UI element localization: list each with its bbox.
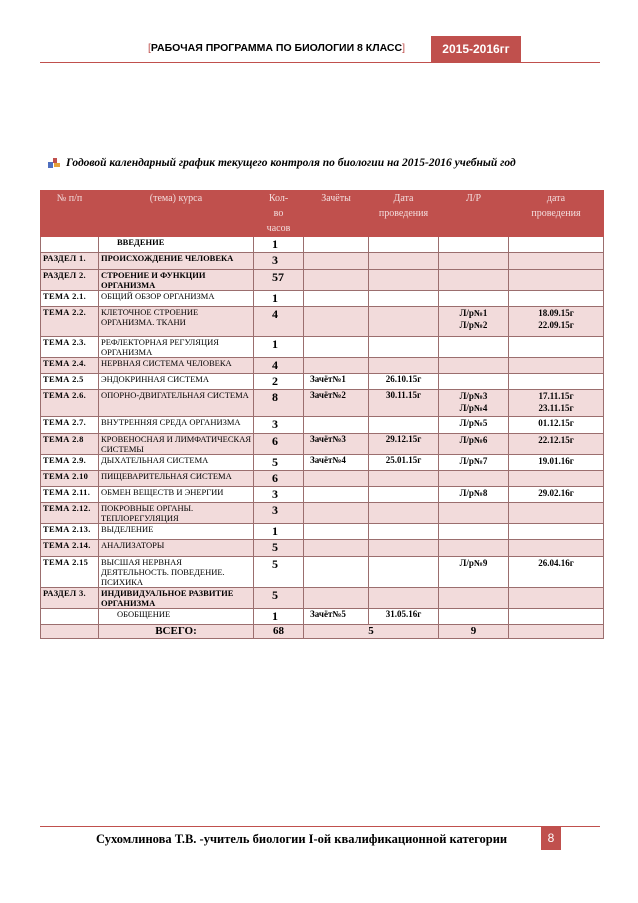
table-row	[41, 487, 604, 503]
cell-test: Зачёт№4	[304, 455, 369, 471]
total-empty	[509, 625, 604, 639]
cell-test: Зачёт№1	[304, 374, 369, 390]
cell-test	[304, 417, 369, 434]
cell-num: ТЕМА 2.5	[41, 374, 99, 390]
cell-date	[369, 237, 439, 253]
total-label: ВСЕГО:	[99, 625, 254, 639]
cell-date	[369, 503, 439, 524]
heading-text: Годовой календарный график текущего контроля по биологии на 2015-2016 учебный год	[66, 157, 516, 169]
cell-lab-date: 22.12.15г	[509, 434, 604, 455]
col-header-lab-date-line: проведения	[531, 208, 581, 219]
cell-lab: Л/р№7	[439, 455, 509, 471]
cell-hours: 1	[254, 609, 304, 625]
cell-lab-date	[509, 503, 604, 524]
cell-test	[304, 588, 369, 609]
cell-num: ТЕМА 2.2.	[41, 307, 99, 337]
cell-hours: 8	[254, 390, 304, 417]
cell-date	[369, 307, 439, 337]
table-row	[41, 588, 604, 609]
bullet-icon	[48, 158, 60, 168]
cell-date	[369, 471, 439, 487]
cell-hours: 3	[254, 503, 304, 524]
cell-lab	[439, 503, 509, 524]
cell-topic: ПИЩЕВАРИТЕЛЬНАЯ СИСТЕМА	[99, 471, 254, 487]
bracket-close: ]	[402, 42, 405, 54]
cell-lab	[439, 471, 509, 487]
cell-hours: 1	[254, 337, 304, 358]
cell-topic: НЕРВНАЯ СИСТЕМА ЧЕЛОВЕКА	[99, 358, 254, 374]
col-header-hours-line: Кол-	[268, 193, 289, 204]
header-divider	[40, 62, 600, 63]
table-body	[41, 237, 604, 639]
cell-lab	[439, 524, 509, 540]
cell-lab-date: 26.04.16г	[509, 557, 604, 588]
table-row	[41, 253, 604, 270]
table-row	[41, 434, 604, 455]
cell-lab-date	[509, 270, 604, 291]
footer-divider	[40, 826, 600, 827]
cell-date: 30.11.15г	[369, 390, 439, 417]
cell-lab-date	[509, 540, 604, 557]
cell-date	[369, 588, 439, 609]
cell-lab-date	[509, 237, 604, 253]
table-row	[41, 237, 604, 253]
cell-date	[369, 487, 439, 503]
col-header-date	[369, 191, 439, 237]
total-empty	[41, 625, 99, 639]
table-row	[41, 270, 604, 291]
cell-topic: АНАЛИЗАТОРЫ	[99, 540, 254, 557]
cell-topic: ОБЩИЙ ОБЗОР ОРГАНИЗМА	[99, 291, 254, 307]
cell-hours: 6	[254, 434, 304, 455]
cell-lab	[439, 609, 509, 625]
cell-hours: 3	[254, 487, 304, 503]
cell-lab-date	[509, 291, 604, 307]
cell-date: 31.05.16г	[369, 609, 439, 625]
cell-test	[304, 337, 369, 358]
cell-num: ТЕМА 2.6.	[41, 390, 99, 417]
cell-date	[369, 540, 439, 557]
cell-hours: 5	[254, 455, 304, 471]
table-row	[41, 307, 604, 337]
cell-lab-date: 17.11.15г 23.11.15г	[509, 390, 604, 417]
cell-num: ТЕМА 2.3.	[41, 337, 99, 358]
total-row	[41, 625, 604, 639]
cell-num	[41, 237, 99, 253]
cell-test	[304, 291, 369, 307]
cell-test: Зачёт№5	[304, 609, 369, 625]
cell-hours: 5	[254, 540, 304, 557]
cell-test	[304, 557, 369, 588]
cell-test	[304, 253, 369, 270]
table-row	[41, 390, 604, 417]
cell-date	[369, 337, 439, 358]
cell-topic: КЛЕТОЧНОЕ СТРОЕНИЕ ОРГАНИЗМА. ТКАНИ	[99, 307, 254, 337]
cell-hours: 4	[254, 358, 304, 374]
cell-date	[369, 358, 439, 374]
cell-lab-date: 01.12.15г	[509, 417, 604, 434]
header-year: 2015-2016гг	[431, 36, 521, 62]
cell-num: РАЗДЕЛ 2.	[41, 270, 99, 291]
cell-hours: 6	[254, 471, 304, 487]
cell-hours: 2	[254, 374, 304, 390]
cell-topic: ОБОБЩЕНИЕ	[99, 609, 254, 625]
cell-num: ТЕМА 2.15	[41, 557, 99, 588]
cell-hours: 1	[254, 237, 304, 253]
col-header-hours	[254, 191, 304, 237]
cell-num: ТЕМА 2.9.	[41, 455, 99, 471]
cell-topic: КРОВЕНОСНАЯ И ЛИМФАТИЧЕСКАЯ СИСТЕМЫ	[99, 434, 254, 455]
cell-hours: 3	[254, 417, 304, 434]
cell-date	[369, 291, 439, 307]
cell-date	[369, 253, 439, 270]
total-tests: 5	[304, 625, 439, 639]
cell-topic: СТРОЕНИЕ И ФУНКЦИИ ОРГАНИЗМА	[99, 270, 254, 291]
total-hours: 68	[254, 625, 304, 639]
cell-hours: 1	[254, 524, 304, 540]
col-header-date-line: Дата	[393, 193, 414, 204]
cell-num: ТЕМА 2.4.	[41, 358, 99, 374]
cell-date: 26.10.15г	[369, 374, 439, 390]
cell-test	[304, 540, 369, 557]
cell-lab	[439, 588, 509, 609]
cell-lab	[439, 337, 509, 358]
table-row	[41, 358, 604, 374]
table-row	[41, 417, 604, 434]
cell-num: ТЕМА 2.8	[41, 434, 99, 455]
table-row	[41, 524, 604, 540]
cell-test: Зачёт№2	[304, 390, 369, 417]
cell-lab	[439, 291, 509, 307]
cell-topic: ЭНДОКРИННАЯ СИСТЕМА	[99, 374, 254, 390]
cell-lab: Л/р№9	[439, 557, 509, 588]
table-row	[41, 557, 604, 588]
section-heading	[48, 157, 608, 169]
cell-lab: Л/р№6	[439, 434, 509, 455]
footer-text: Сухомлинова Т.В. -учитель биологии I-ой квалификационной категории	[96, 832, 508, 846]
cell-topic: ВЫСШАЯ НЕРВНАЯ ДЕЯТЕЛЬНОСТЬ. ПОВЕДЕНИЕ. ПСИХИКА	[99, 557, 254, 588]
cell-test	[304, 503, 369, 524]
cell-lab-date	[509, 358, 604, 374]
cell-num: РАЗДЕЛ 3.	[41, 588, 99, 609]
cell-lab: Л/р№1 Л/р№2	[439, 307, 509, 337]
page-number: 8	[541, 826, 561, 850]
header-title: РАБОЧАЯ ПРОГРАММА ПО БИОЛОГИИ 8 КЛАСС	[150, 42, 403, 54]
cell-lab	[439, 237, 509, 253]
cell-test	[304, 270, 369, 291]
cell-date	[369, 524, 439, 540]
col-header-lab-date-line: дата	[546, 193, 566, 204]
col-header-hours-line: часов	[266, 223, 291, 234]
schedule-table	[40, 190, 604, 639]
bracket-open: [	[148, 42, 151, 54]
cell-num: ТЕМА 2.11.	[41, 487, 99, 503]
col-header-lab-date	[509, 191, 604, 237]
table-row	[41, 455, 604, 471]
cell-test	[304, 524, 369, 540]
cell-topic: РЕФЛЕКТОРНАЯ РЕГУЛЯЦИЯ ОРГАНИЗМА	[99, 337, 254, 358]
cell-lab-date	[509, 609, 604, 625]
cell-topic: ПОКРОВНЫЕ ОРГАНЫ. ТЕПЛОРЕГУЛЯЦИЯ	[99, 503, 254, 524]
cell-hours: 1	[254, 291, 304, 307]
col-header-topic: (тема) курса	[99, 191, 254, 237]
table-row	[41, 471, 604, 487]
col-header-num: № п/п	[41, 191, 99, 237]
cell-lab	[439, 270, 509, 291]
total-labs: 9	[439, 625, 509, 639]
col-header-lab: Л/Р	[439, 191, 509, 237]
cell-num: РАЗДЕЛ 1.	[41, 253, 99, 270]
table-row	[41, 503, 604, 524]
cell-topic: ВВЕДЕНИЕ	[99, 237, 254, 253]
cell-test	[304, 358, 369, 374]
cell-lab-date	[509, 471, 604, 487]
page-header	[0, 36, 638, 62]
cell-test	[304, 307, 369, 337]
header-title-wrap	[148, 42, 405, 54]
cell-lab-date	[509, 337, 604, 358]
cell-num: ТЕМА 2.1.	[41, 291, 99, 307]
cell-test	[304, 471, 369, 487]
cell-topic: ИНДИВИДУАЛЬНОЕ РАЗВИТИЕ ОРГАНИЗМА	[99, 588, 254, 609]
cell-lab	[439, 253, 509, 270]
table-row	[41, 609, 604, 625]
cell-topic: ВЫДЕЛЕНИЕ	[99, 524, 254, 540]
col-header-hours-line: во	[273, 208, 284, 219]
cell-num: ТЕМА 2.14.	[41, 540, 99, 557]
cell-date	[369, 417, 439, 434]
table-header-row	[41, 191, 604, 237]
cell-topic: ОПОРНО-ДВИГАТЕЛЬНАЯ СИСТЕМА	[99, 390, 254, 417]
cell-lab-date	[509, 588, 604, 609]
cell-hours: 5	[254, 557, 304, 588]
col-header-tests: Зачёты	[304, 191, 369, 237]
cell-date: 25.01.15г	[369, 455, 439, 471]
col-header-date-line: проведения	[378, 208, 429, 219]
cell-lab-date	[509, 253, 604, 270]
table-row	[41, 291, 604, 307]
cell-num	[41, 609, 99, 625]
cell-date	[369, 557, 439, 588]
cell-lab	[439, 374, 509, 390]
cell-num: ТЕМА 2.13.	[41, 524, 99, 540]
cell-lab-date	[509, 524, 604, 540]
cell-lab	[439, 358, 509, 374]
cell-hours: 3	[254, 253, 304, 270]
cell-lab-date: 18.09.15г 22.09.15г	[509, 307, 604, 337]
cell-lab: Л/р№5	[439, 417, 509, 434]
cell-hours: 5	[254, 588, 304, 609]
table-row	[41, 540, 604, 557]
cell-lab	[439, 540, 509, 557]
cell-date: 29.12.15г	[369, 434, 439, 455]
cell-hours: 4	[254, 307, 304, 337]
cell-topic: ВНУТРЕННЯЯ СРЕДА ОРГАНИЗМА	[99, 417, 254, 434]
cell-topic: ОБМЕН ВЕЩЕСТВ И ЭНЕРГИИ	[99, 487, 254, 503]
cell-num: ТЕМА 2.7.	[41, 417, 99, 434]
cell-topic: ПРОИСХОЖДЕНИЕ ЧЕЛОВЕКА	[99, 253, 254, 270]
cell-lab: Л/р№8	[439, 487, 509, 503]
cell-lab-date	[509, 374, 604, 390]
cell-test	[304, 237, 369, 253]
table-row	[41, 337, 604, 358]
cell-hours: 57	[254, 270, 304, 291]
table-row	[41, 374, 604, 390]
cell-num: ТЕМА 2.12.	[41, 503, 99, 524]
cell-test: Зачёт№3	[304, 434, 369, 455]
cell-lab-date: 29.02.16г	[509, 487, 604, 503]
cell-test	[304, 487, 369, 503]
cell-lab: Л/р№3 Л/р№4	[439, 390, 509, 417]
cell-lab-date: 19.01.16г	[509, 455, 604, 471]
cell-date	[369, 270, 439, 291]
cell-topic: ДЫХАТЕЛЬНАЯ СИСТЕМА	[99, 455, 254, 471]
cell-num: ТЕМА 2.10	[41, 471, 99, 487]
